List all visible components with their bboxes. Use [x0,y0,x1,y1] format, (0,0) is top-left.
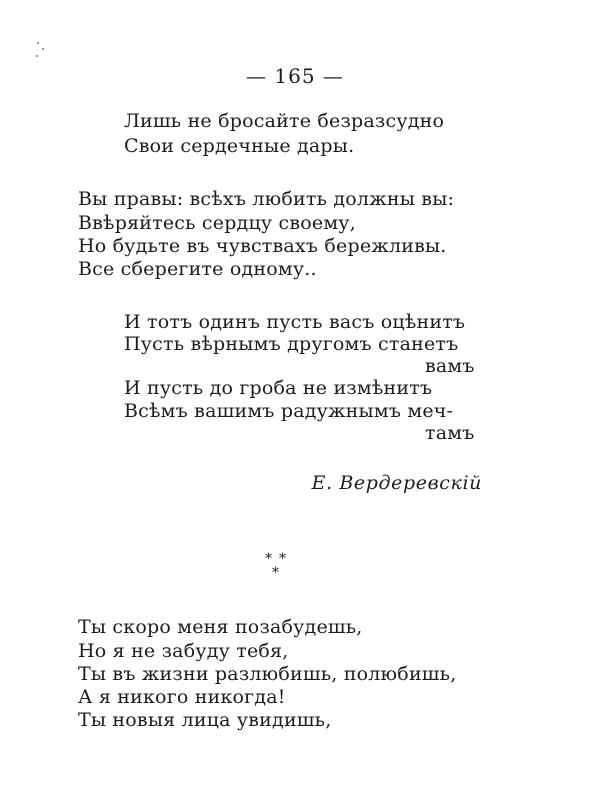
poem-line: Вы правы: всѣхъ любить должны вы: [78,188,455,210]
poem-line: И тотъ одинъ пусть васъ оцѣнитъ [124,311,466,333]
poem-line-continuation: тамъ [425,422,475,444]
poem-line: Ввѣряйтесь сердцу своему, [78,212,356,234]
poem-line: И пусть до гроба не измѣнитъ [124,377,433,399]
poem-line: Все сберегите одному.. [78,258,317,280]
poem-line: А я никого никогда! [78,686,286,708]
poem-line: Но будьте въ чувствахъ бережливы. [78,235,447,257]
asterisk: * [272,565,279,581]
poem-line: Всѣмъ вашимъ радужнымъ меч- [124,400,454,422]
scan-speck [37,42,39,44]
poem-line: Лишь не бросайте безразсудно [124,110,445,132]
asterisk: * [265,551,272,567]
asterisk: * [279,551,286,567]
poem-line: Свои сердечные дары. [124,135,355,157]
poem-line: Пусть вѣрнымъ другомъ станетъ [124,333,459,355]
poem-line: Но я не забуду тебя, [78,640,289,662]
scan-speck [42,48,44,50]
author-signature: Е. Вердеревскій [311,472,482,494]
poem-line-continuation: вамъ [425,355,475,377]
page-number: — 165 — [246,64,344,88]
poem-line: Ты скоро меня позабудешь, [78,616,363,638]
asterism-separator [255,548,305,588]
scan-speck [36,55,38,57]
poem-line: Ты новыя лица увидишь, [78,709,332,731]
poem-line: Ты въ жизни разлюбишь, полюбишь, [78,663,457,685]
